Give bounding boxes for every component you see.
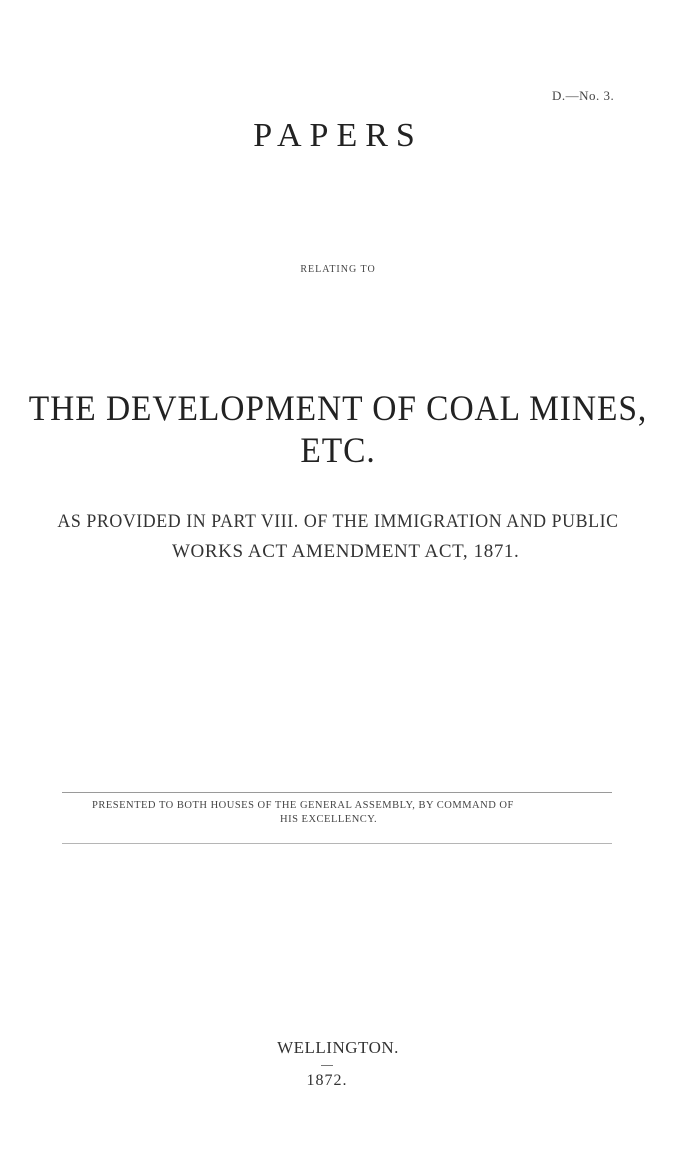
divider-top: [62, 792, 612, 793]
document-reference: D.—No. 3.: [552, 88, 615, 103]
imprint-dash: [321, 1065, 333, 1066]
document-subject: THE DEVELOPMENT OF COAL MINES, ETC.: [28, 388, 648, 470]
relating-to-label: RELATING TO: [300, 264, 376, 275]
presented-line-2: HIS EXCELLENCY.: [280, 814, 378, 825]
document-title: PAPERS: [253, 117, 423, 154]
provision-line-1: AS PROVIDED IN PART VIII. OF THE IMMIGRATION AND PUBLIC: [57, 511, 619, 532]
presented-line-1: PRESENTED TO BOTH HOUSES OF THE GENERAL ASSEMBLY, BY COMMAND OF: [92, 800, 514, 811]
imprint-year: 1872.: [306, 1072, 348, 1089]
divider-bottom: [62, 843, 612, 844]
provision-line-2: WORKS ACT AMENDMENT ACT, 1871.: [172, 541, 520, 562]
imprint-place: WELLINGTON.: [277, 1038, 399, 1057]
